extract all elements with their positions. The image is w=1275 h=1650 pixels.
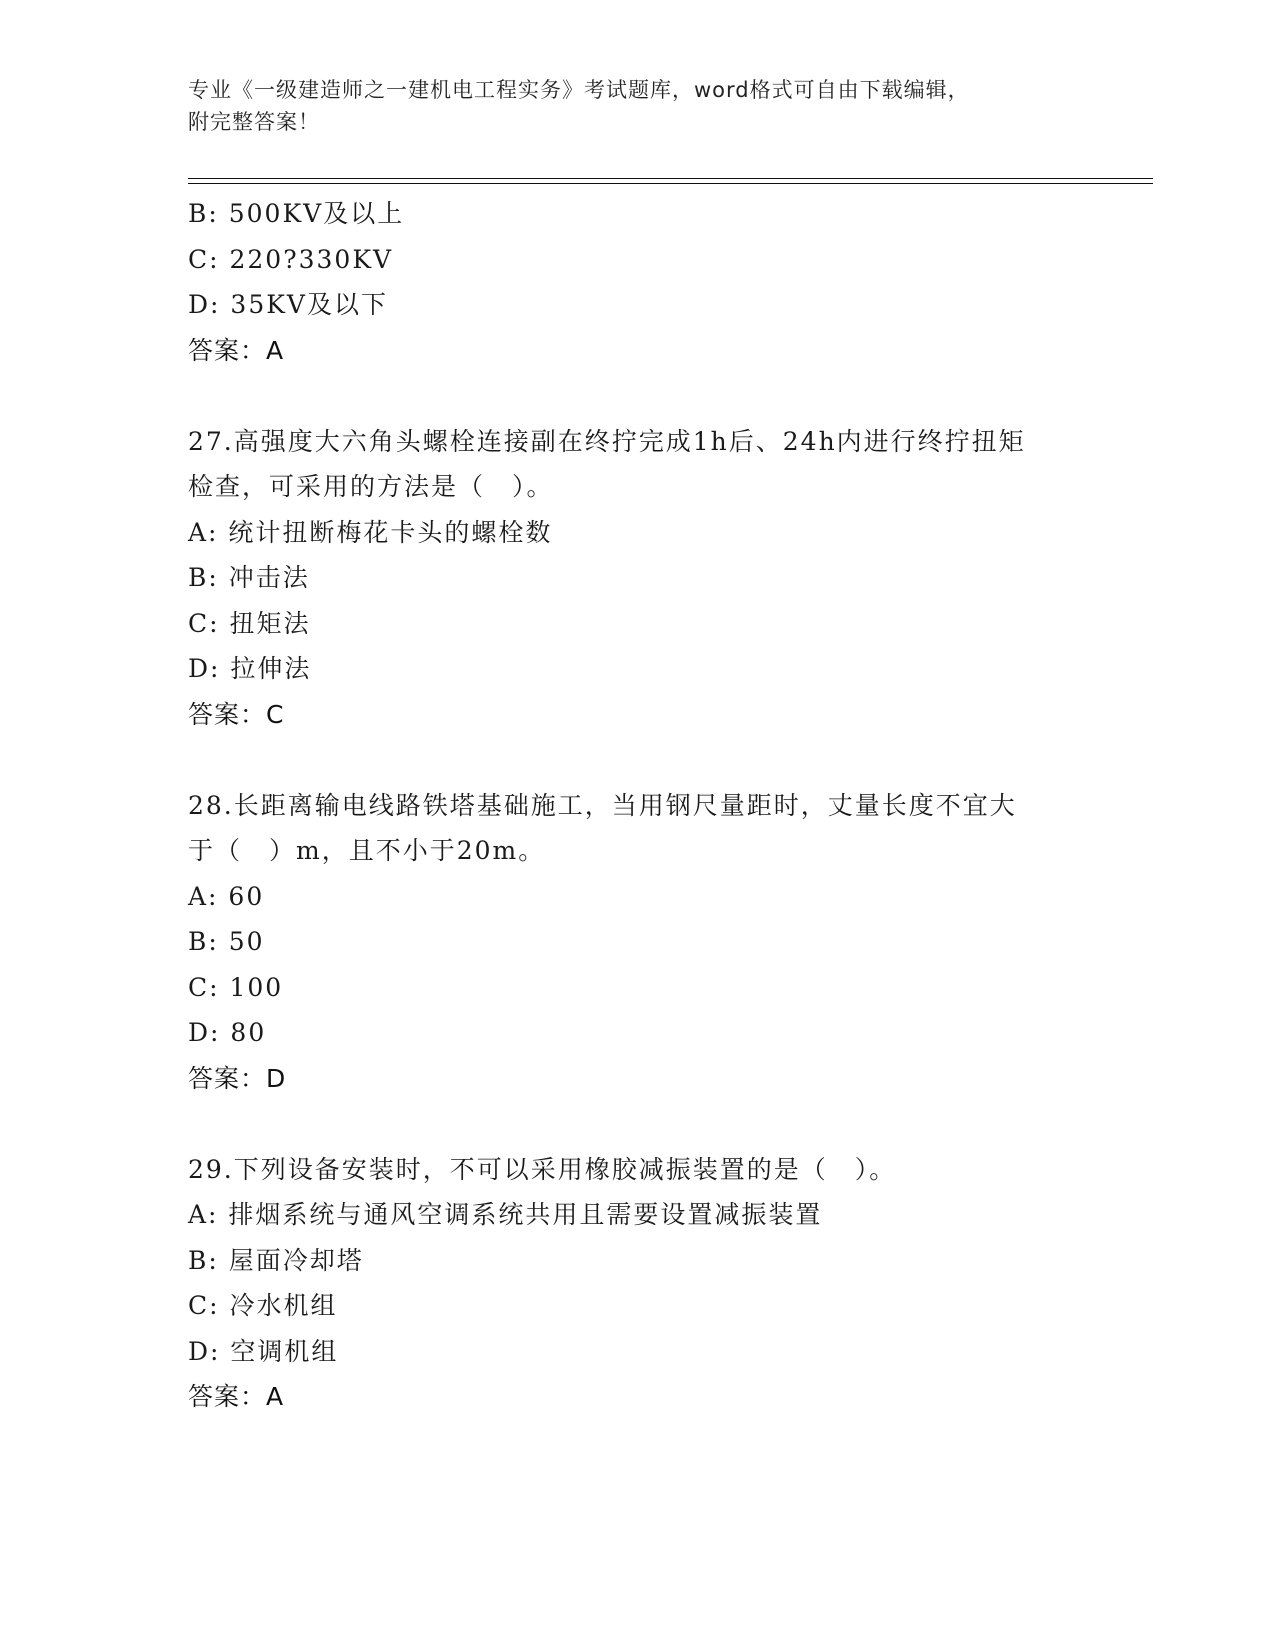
- question-stem-line: 28.长距离输电线路铁塔基础施工，当用钢尺量距时，丈量长度不宜大: [188, 790, 1017, 820]
- spacer: [188, 373, 1088, 419]
- option-b: B: 50: [188, 927, 265, 956]
- answer-line: 答案：A: [188, 1382, 285, 1411]
- question-26-tail: [188, 191, 1088, 373]
- document-body: [188, 191, 1088, 1420]
- option-d: D: 拉伸法: [188, 654, 312, 683]
- option-a: A: 排烟系统与通风空调系统共用且需要设置减振装置: [188, 1200, 823, 1229]
- option-b: B: 冲击法: [188, 563, 310, 592]
- answer-line: 答案：A: [188, 335, 285, 365]
- question-stem-line: 27.高强度大六角头螺栓连接副在终拧完成1h后、24h内进行终拧扭矩: [188, 426, 1026, 456]
- header-line-2: 附完整答案！: [188, 110, 320, 134]
- option-b: B: 屋面冷却塔: [188, 1245, 364, 1275]
- option-b: B: 500KV及以上: [188, 199, 405, 228]
- spacer: [188, 1101, 1088, 1147]
- header-line-1: 专业《一级建造师之一建机电工程实务》考试题库，word格式可自由下载编辑，: [188, 78, 970, 102]
- option-d: D: 空调机组: [188, 1336, 339, 1366]
- answer-line: 答案：C: [188, 699, 285, 729]
- option-d: D: 35KV及以下: [188, 290, 388, 319]
- question-stem-line: 于（ ）m，且不小于20m。: [188, 836, 546, 865]
- option-c: C: 100: [188, 972, 284, 1002]
- option-c: C: 冷水机组: [188, 1291, 338, 1320]
- question-stem-line: 检查，可采用的方法是（ ）。: [188, 472, 554, 501]
- option-d: D: 80: [188, 1018, 267, 1047]
- question-27: [188, 419, 1088, 738]
- header-divider-top: [188, 178, 1153, 179]
- option-c: C: 220?330KV: [188, 244, 394, 274]
- option-a: A: 60: [188, 881, 265, 911]
- option-c: C: 扭矩法: [188, 608, 311, 638]
- question-stem-line: 29.下列设备安装时，不可以采用橡胶减振装置的是（ ）。: [188, 1154, 897, 1184]
- question-29: [188, 1147, 1088, 1420]
- document-header: [188, 74, 1088, 138]
- option-a: A: 统计扭断梅花卡头的螺栓数: [188, 517, 553, 547]
- answer-line: 答案：D: [188, 1063, 287, 1093]
- header-divider-bottom: [188, 183, 1153, 184]
- spacer: [188, 737, 1088, 783]
- question-28: [188, 783, 1088, 1102]
